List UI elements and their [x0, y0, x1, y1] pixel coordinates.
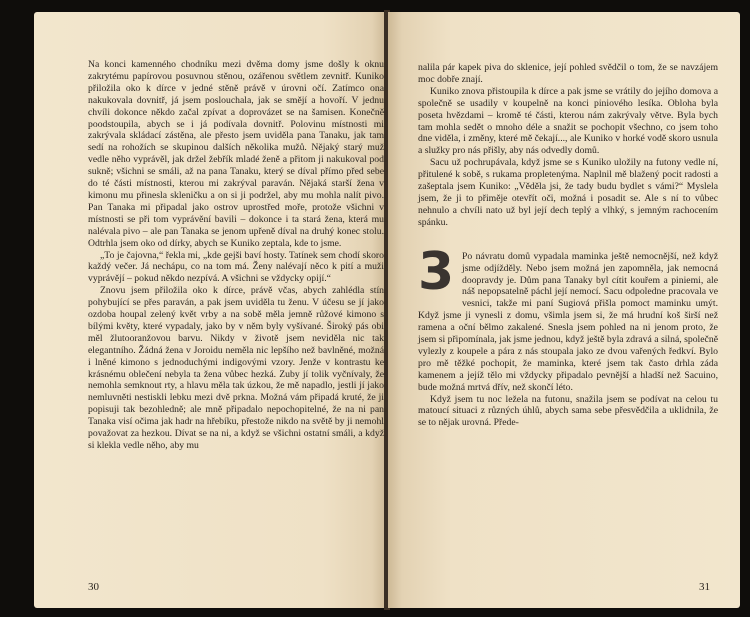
right-page [388, 12, 740, 608]
paragraph: Kuniko znova přistoupila k dírce a pak jsme se vrátily do jejího domova a společně se usadily v koupelně na konci piniového lesíka. Obloha byla poseta hvězdami – kromě té části, kterou nám zakrývaly větve. Byla bych tam mohla sedět o mnoho déle a snažit se pochopit všechno, co jsem toho dne viděla, i změny, které mě čekají..., ale Kuniko v horké vodě skoro usnula a služky pro nás přišly, aby nás odvedly domů. [418, 85, 718, 157]
paragraph: „To je čajovna,“ řekla mi, „kde gejši baví hosty. Tatínek sem chodí skoro každý večer. Já nechápu, co na tom má. Ženy nalévají něco k pití a muži vyprávějí – pokud někdo nezpívá. A všichni se vždycky opijí.“ [88, 249, 384, 285]
page-number: 30 [88, 581, 99, 593]
paragraph: Když jsem tu noc ležela na futonu, snažila jsem se podívat na celou tu matoucí situaci z různých úhlů, abych sama sebe přesvědčila a uklidnila, že se to nějak urovná. Přede- [418, 393, 718, 429]
paragraph: Znovu jsem přiložila oko k dírce, právě včas, abych zahlédla stín pohybující se přes paraván, a pak jsem uviděla tu ženu. V účesu se jí jako ozdoba houpal zelený květ vrby a na sobě měla jemně růžové kimono s bílými květy, které vypadaly, jako by v něm byly vyšívané. Široký pás obi měl žlutooranžovou barvu. Nikdy v životě jsem neviděla nic tak elegantního. Žádná žena v Joroidu neměla nic lepšího než bavlněné, možná i lněné kimono s jednoduchými indigovými vzory. Jenže v kontrastu ke krásnému oblečení nebyla ta žena vůbec hezká. Zuby jí tolik vyčnívaly, že nemohla semknout rty, a hlavu měla tak úzkou, že mě napadlo, jestli jí jako nemluvněti nestiskli lebku mezi dvě prkna. Možná vám připadá kruté, že ji popisuji tak bezohledně; ale mně připadalo nepochopitelné, že na ni pan Tanaka visí očima jak hadr na hřebíku, přestože nikdo na světě by ji nemohl považovat za hezkou. Dívat se na ni, a když se všichni ostatní smáli, a když si klekla vedle něho, aby mu [88, 285, 384, 451]
chapter-number: 3 [418, 241, 455, 302]
right-page-text [418, 62, 718, 429]
left-page [34, 12, 386, 608]
chapter-start [418, 241, 718, 430]
paragraph: Po návratu domů vypadala maminka ještě nemocnější, než když jsme odjížděly. Nebo jsem možná jen zapomněla, jak nemocná doopravdy je. Dům pana Tanaky byl cítit kouřem a piniemi, ale náš nepopsatelně páchl její nemocí. Sacu odpoledne pracovala ve vesnici, takže mi paní Sugiová přišla pomoct maminku umýt. Když jsme ji vynesli z domu, všimla jsem si, že má hrudní koš širší než ramena a oční bělmo zakalené. Snesla jsem pohled na ni jenom proto, že jsem si připomínala, jak jsme jednou, když ještě byla zdravá a silná, společně vylezly z koupele a pára z nás stoupala jako ze dvou vařených ředkví. Bylo pro mě těžké pochopit, že maminka, které jsem tak často drhla záda kamenem a jejíž tělo mi vždycky připadalo pevnější a hladší než Sacuino, bude možná mrtvá dřív, než skončí léto. [418, 250, 718, 393]
left-page-text [88, 59, 384, 452]
paragraph: Sacu už pochrupávala, když jsme se s Kuniko uložily na futony vedle ní, přitulené k sobě, s rukama propletenýma. Naplnil mě blažený pocit radosti a zašeptala jsem Kuniko: „Věděla jsi, že tady budu bydlet s vámi?“ Myslela jsem, že ji to přiměje otevřít oči, možná i posadit se. Ale s ní to vůbec nehnulo a chvíli nato už byl její dech teplý a vlhký, s jemným rachocením spánku. [418, 157, 718, 228]
page-number: 31 [699, 581, 710, 593]
paragraph: Na konci kamenného chodníku mezi dvěma domy jsme došly k oknu zakrytému papírovou posuvnou stěnou, ozářenou světlem zevnitř. Kuniko přiložila oko k dírce v jedné stěně právě v úrovni očí. Zatímco ona nakukovala dovnitř, já jsem poslouchala, jak se smějí a hovoří. V jednu chvíli dokonce někdo začal zpívat a doprovázet se na šamisen. Konečně poodstoupila, abych se i já podívala dovnitř. Polovinu místnosti mi zakrývala skládací zástěna, ale přesto jsem uviděla pana Tanaku, jak tam sedí na rohožích se skupinou dalších několika mužů. Nějaký starý muž vedle něho vyprávěl, jak držel žebřík mladé ženě a přitom ji nakukoval pod sukně; všichni se smáli, až na pana Tanaku, který se díval přímo před sebe do té části místnosti, kterou mi zakrýval paraván. Nějaká starší žena v kimonu mu přinesla skleničku a on si ji podržel, aby mu mohla nalít pivo. Pan Tanaka mi připadal jako ostrov uprostřed moře, protože všichni v místnosti se při tom vyprávění bavili – dokonce i ta stará žena, která mu nalévala pivo – ale pan Tanaka se jenom upřeně díval na druhý konec stolu. Odtrhla jsem oko od dírky, abych se Kuniko zeptala, kde to jsme. [88, 59, 384, 249]
paragraph: nalila pár kapek piva do sklenice, její pohled svědčil o tom, že se navzájem moc dobře znají. [418, 62, 718, 85]
